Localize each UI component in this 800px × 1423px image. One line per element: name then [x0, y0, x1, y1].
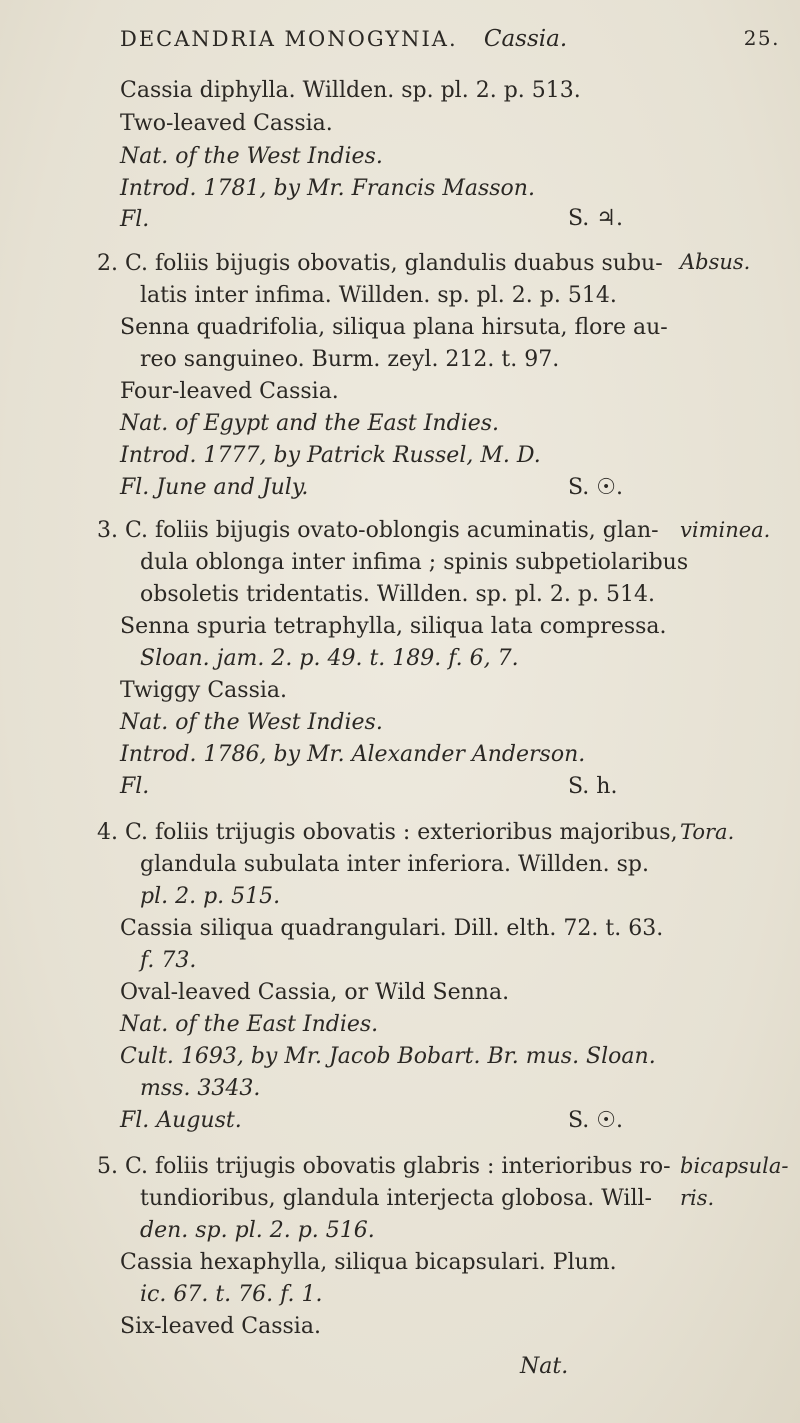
- entry-line: obsoletis tridentatis. Willden. sp. pl. 2. p. 514.: [140, 582, 655, 607]
- entry-line: reo sanguineo. Burm. zeyl. 212. t. 97.: [140, 347, 560, 372]
- entry-line: Six-leaved Cassia.: [120, 1314, 321, 1339]
- entry-line: Introd. 1786, by Mr. Alexander Anderson.: [120, 742, 586, 767]
- running-header: [120, 26, 780, 52]
- entry-line: Cassia diphylla. Willden. sp. pl. 2. p. 513.: [120, 78, 581, 103]
- entry-line: Nat. of the West Indies.: [120, 710, 383, 735]
- entry-line: pl. 2. p. 515.: [140, 884, 281, 909]
- trivial-name-line: bicapsula-: [680, 1154, 789, 1178]
- entry-line: Oval-leaved Cassia, or Wild Senna.: [120, 980, 510, 1005]
- habit-symbol: S. ☉.: [568, 1108, 623, 1133]
- running-genus: Cassia.: [483, 26, 568, 52]
- entry-line: 5. C. foliis trijugis obovatis glabris : interioribus ro-: [97, 1154, 671, 1179]
- entry-line: dula oblonga inter infima ; spinis subpetiolaribus: [140, 550, 689, 575]
- entry-line: Nat. of the East Indies.: [120, 1012, 379, 1037]
- habit-symbol: S. ♃.: [568, 206, 623, 231]
- trivial-name-line: ris.: [680, 1186, 715, 1210]
- entry-line: 3. C. foliis bijugis ovato-oblongis acuminatis, glan-: [97, 518, 659, 543]
- entry-line: Introd. 1777, by Patrick Russel, M. D.: [120, 443, 541, 468]
- entry-line: Fl. August.: [120, 1108, 242, 1133]
- entry-line: Senna spuria tetraphylla, siliqua lata compressa.: [120, 614, 667, 639]
- trivial-name: Tora.: [680, 820, 735, 844]
- entry-line: Senna quadrifolia, siliqua plana hirsuta, flore au-: [120, 315, 668, 340]
- entry-line: Four-leaved Cassia.: [120, 379, 339, 404]
- entry-line: 4. C. foliis trijugis obovatis : exterioribus majoribus,: [97, 820, 678, 845]
- habit-symbol: S. h.: [568, 774, 618, 799]
- entry-line: Twiggy Cassia.: [120, 678, 288, 703]
- entry-line: latis inter infima. Willden. sp. pl. 2. p. 514.: [140, 283, 617, 308]
- entry-line: ic. 67. t. 76. f. 1.: [140, 1282, 323, 1307]
- entry-line: Nat. of Egypt and the East Indies.: [120, 411, 500, 436]
- trivial-name: Absus.: [680, 250, 751, 274]
- entry-line: glandula subulata inter inferiora. Willden. sp.: [140, 852, 649, 877]
- catchword: Nat.: [520, 1354, 569, 1379]
- entry-line: tundioribus, glandula interjecta globosa. Will-: [140, 1186, 652, 1211]
- entry-line: Nat. of the West Indies.: [120, 144, 383, 169]
- entry-line: Fl. June and July.: [120, 475, 309, 500]
- page-number: 25.: [743, 26, 780, 50]
- entry-line: Two-leaved Cassia.: [120, 111, 333, 136]
- entry-line: Cassia hexaphylla, siliqua bicapsulari. Plum.: [120, 1250, 617, 1275]
- trivial-name: viminea.: [680, 518, 771, 542]
- entry-line: Introd. 1781, by Mr. Francis Masson.: [120, 176, 535, 201]
- entry-line: den. sp. pl. 2. p. 516.: [140, 1218, 375, 1243]
- entry-line: Sloan. jam. 2. p. 49. t. 189. f. 6, 7.: [140, 646, 519, 671]
- running-title: DECANDRIA MONOGYNIA.: [120, 27, 458, 51]
- entry-line: 2. C. foliis bijugis obovatis, glandulis duabus subu-: [97, 251, 663, 276]
- entry-line: f. 73.: [140, 948, 197, 973]
- entry-line: Fl.: [120, 774, 150, 799]
- habit-symbol: S. ☉.: [568, 475, 623, 500]
- entry-line: Fl.: [120, 207, 150, 232]
- entry-line: Cult. 1693, by Mr. Jacob Bobart. Br. mus. Sloan.: [120, 1044, 656, 1069]
- entry-line: Cassia siliqua quadrangulari. Dill. elth. 72. t. 63.: [120, 916, 664, 941]
- entry-line: mss. 3343.: [140, 1076, 261, 1101]
